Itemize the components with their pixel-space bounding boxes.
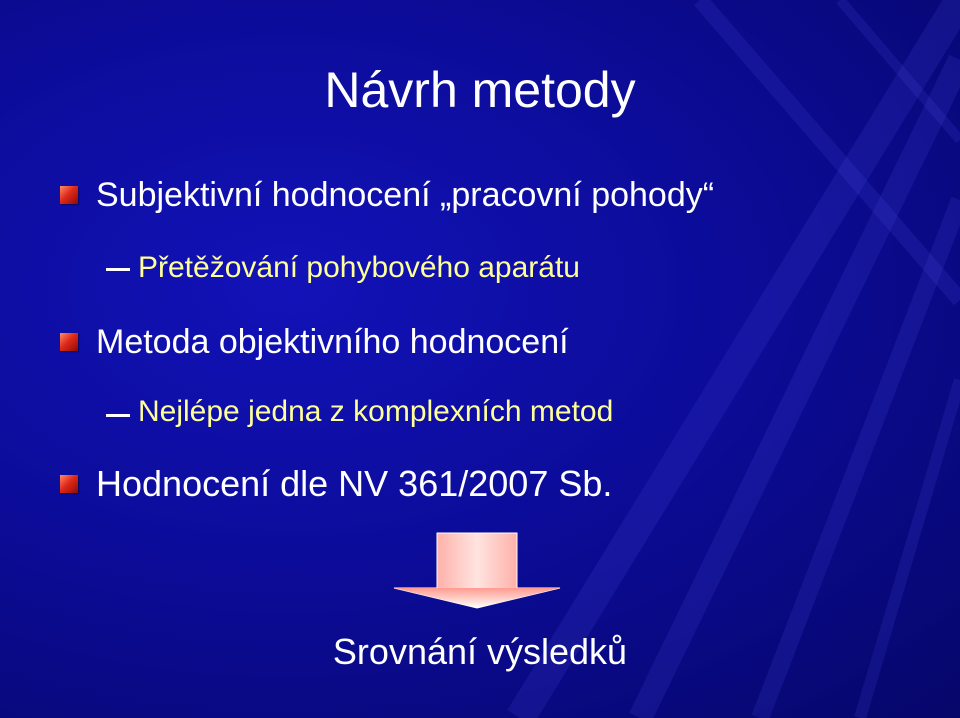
sub-item-2-text: Nejlépe jedna z komplexních metod: [138, 395, 614, 428]
slide-title: Návrh metody: [324, 62, 636, 118]
sub-item-1-text: Přetěžování pohybového aparátu: [138, 251, 580, 284]
result-text: Srovnání výsledků: [332, 631, 628, 672]
bullet-item-2-text: Metoda objektivního hodnocení: [96, 323, 569, 361]
bullet-item-3-text: Hodnocení dle NV 361/2007 Sb.: [96, 463, 613, 504]
bullet-item-1-text: Subjektivní hodnocení „pracovní pohody“: [96, 176, 715, 214]
